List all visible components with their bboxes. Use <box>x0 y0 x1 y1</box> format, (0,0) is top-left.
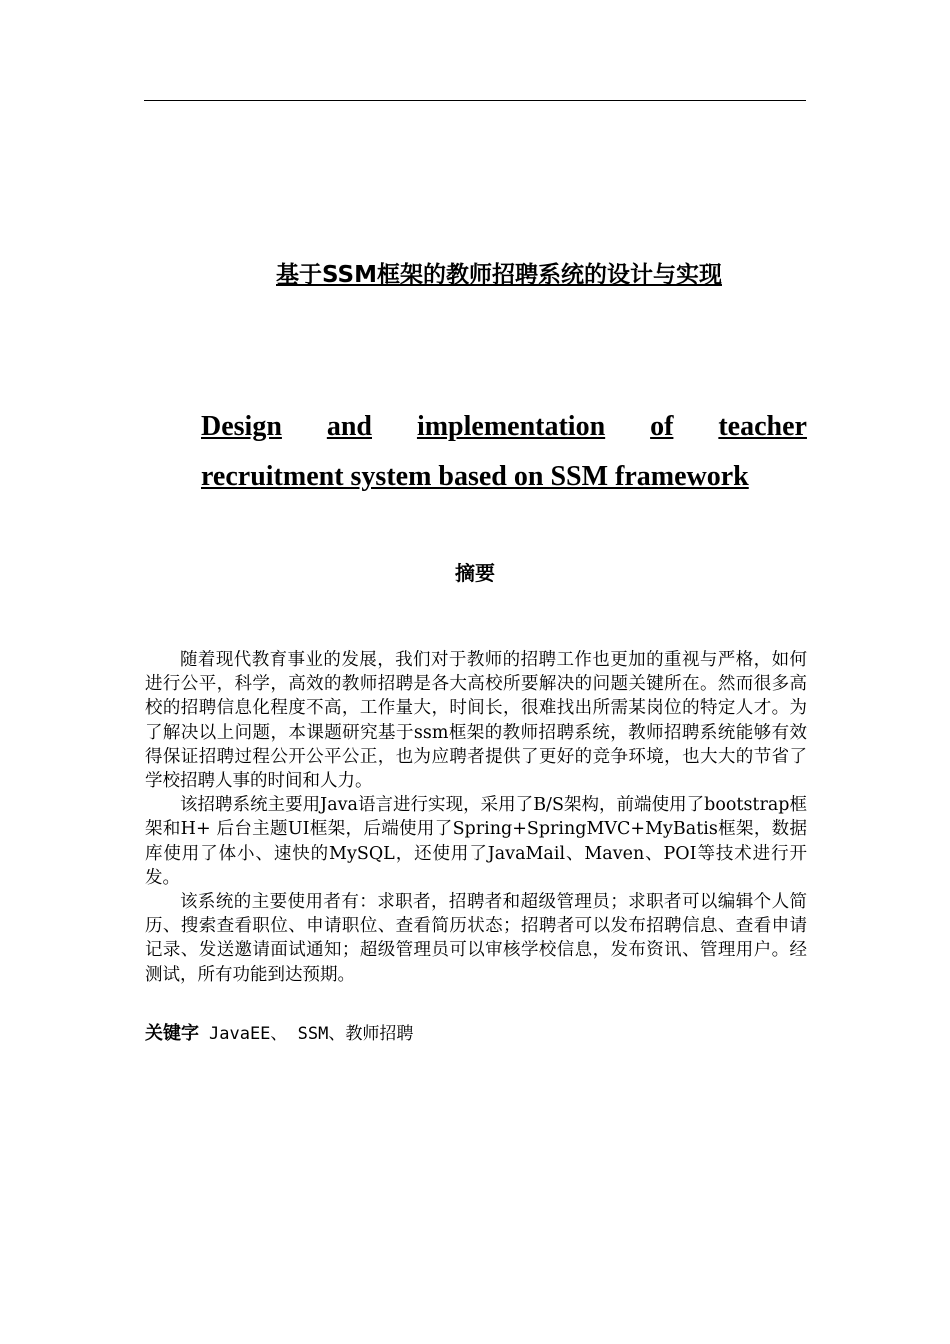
english-title-line1 <box>201 402 807 452</box>
abstract-heading: 摘要 <box>455 561 495 585</box>
english-title <box>201 402 807 502</box>
english-title-line2: recruitment system based on SSM framework <box>201 461 749 492</box>
english-title-word: and <box>326 411 372 442</box>
header-rule <box>144 100 806 101</box>
abstract-paragraph: 该系统的主要使用者有：求职者，招聘者和超级管理员；求职者可以编辑个人简历、搜索查看职位、申请职位、查看简历状态；招聘者可以发布招聘信息、查看申请记录、发送邀请面试通知；超级管理员可以审核学校信息，发布资讯、管理用户。经测试，所有功能到达预期。 <box>145 892 807 985</box>
english-title-word: implementation <box>416 411 606 442</box>
english-title-word: teacher <box>718 411 807 442</box>
abstract-paragraph: 该招聘系统主要用Java语言进行实现，采用了B/S架构，前端使用了bootstrap框架和H+ 后台主题UI框架，后端使用了Spring+SpringMVC+MyBatis框架，数据库使用了体小、速快的MySQL，还使用了JavaMail、Maven、POI等技术进行开发。 <box>145 795 807 888</box>
abstract-body <box>145 648 807 987</box>
english-title-word: of <box>650 411 674 442</box>
abstract-paragraph: 随着现代教育事业的发展，我们对于教师的招聘工作也更加的重视与严格，如何进行公平，科学，高效的教师招聘是各大高校所要解决的问题关键所在。然而很多高校的招聘信息化程度不高，工作量大，时间长，很难找出所需某岗位的特定人才。为了解决以上问题，本课题研究基于ssm框架的教师招聘系统，教师招聘系统能够有效得保证招聘过程公开公平公正，也为应聘者提供了更好的竞争环境，也大大的节省了学校招聘人事的时间和人力。 <box>145 650 807 792</box>
english-title-word: Design <box>201 411 282 442</box>
keywords-value: JavaEE、 SSM、教师招聘 <box>209 1024 414 1044</box>
chinese-title: 基于SSM框架的教师招聘系统的设计与实现 <box>276 262 722 288</box>
keywords-label: 关键字 <box>145 1023 199 1044</box>
keywords-line <box>145 1020 807 1047</box>
